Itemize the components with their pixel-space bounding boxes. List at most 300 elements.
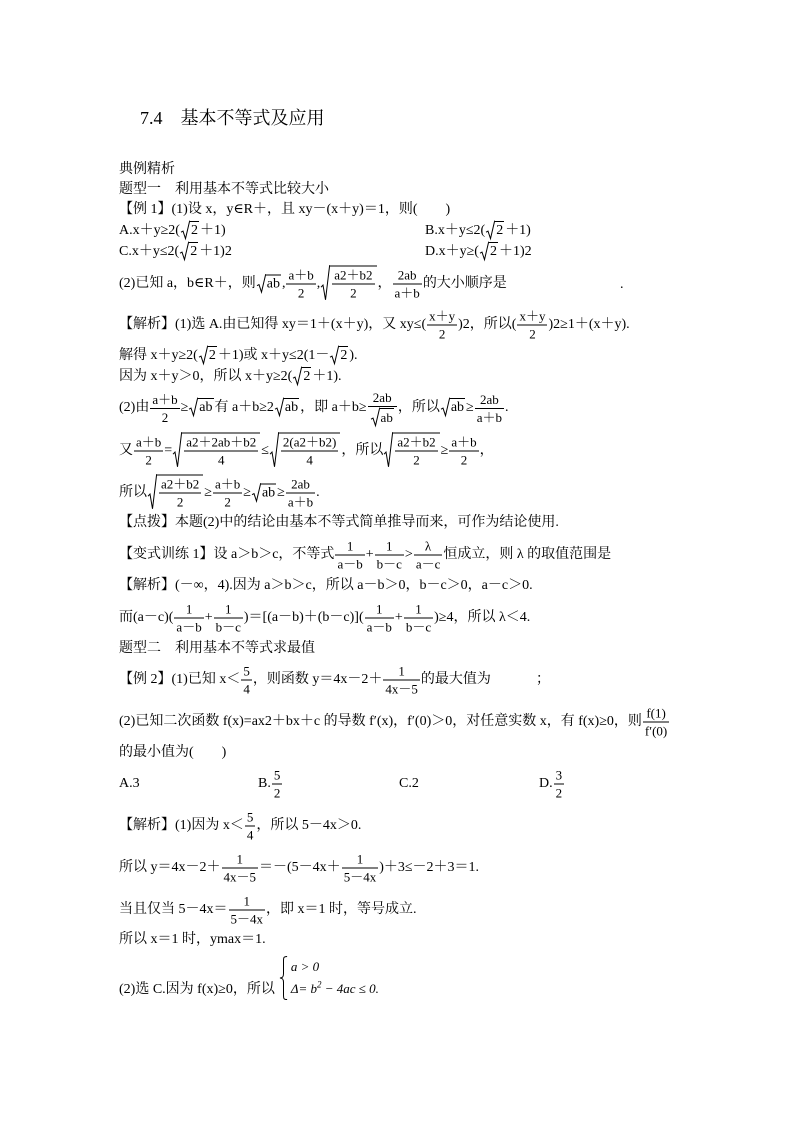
fraction-denominator [365,619,394,635]
text-run: + [204,610,213,626]
example1-question1 [119,200,450,220]
square-root [199,346,217,364]
fraction [159,477,201,510]
text-run: 【解析】(1)因为 x＜ [119,818,244,834]
text-run: 2ab [291,476,310,492]
fraction-numerator [427,309,457,326]
fraction-denominator [174,619,203,635]
text-run: a＋b [394,285,420,301]
example2-option-a [119,774,140,794]
fraction [475,392,504,425]
text-run: λ [424,538,432,554]
text-run: )2，所以( [458,317,517,333]
text-run: 7.4 基本不等式及应用 [140,108,325,128]
text-run: 4 [243,681,250,697]
text-run: 5－4x [343,869,377,885]
text-run: 2 [190,244,198,259]
text-run: ≥ [180,400,189,416]
radical-sign [384,433,393,468]
fraction [393,268,422,301]
text-run: 1 [236,851,243,867]
square-root [189,398,213,416]
square-root [371,408,394,426]
text-run: ＝－(5－4x＋ [259,860,341,876]
text-run: 2 [208,348,216,363]
fraction [395,435,437,468]
answer-blank-end: . [620,277,624,292]
radical-sign [486,221,495,239]
radicand [339,346,348,364]
fraction-denominator [475,409,504,425]
square-root [480,242,498,260]
text-run: A.x＋y≥2( [119,223,180,238]
text-run: ＋1) [505,223,531,238]
text-run: 2ab [479,391,499,407]
text-run: 有 a＋b≥2 [214,400,274,416]
variant1-question [119,539,611,572]
text-run: (2)由 [119,400,150,416]
text-run: 2 [303,369,311,384]
text-run: 当且仅当 5－4x＝ [119,902,228,918]
text-run: a2＋2ab＋b2 [186,434,257,450]
text-run: ，所以 [397,400,440,416]
text-run: b－c [405,619,432,635]
text-run: (2)已知 a，b∈R＋，则 [119,276,256,292]
fraction [245,810,256,843]
text-run: a＋b [476,409,503,425]
fraction [214,602,243,635]
radical-sign [321,266,330,301]
solution1-line4 [119,390,509,426]
fraction-denominator [517,326,547,342]
text-run: 2ab [397,267,417,283]
text-run: f′(0) [644,723,668,739]
fraction [383,664,420,697]
solution2-line1 [119,810,361,843]
fraction-denominator [150,409,179,425]
text-run: ab [266,276,280,292]
text-run: 恒成立，则 λ 的取值范围是 [443,547,612,563]
fraction-numerator [383,664,420,681]
radical-sign [181,221,190,239]
text-run: 5 [243,663,250,679]
text-run: 2 [224,494,231,510]
text-run: ， [377,276,392,292]
text-run: 而(a－c)( [119,610,174,626]
fraction [281,435,338,468]
text-run: 1 [376,601,383,617]
square-root [181,221,199,239]
text-run: ab [261,485,276,501]
text-run: 1 [415,601,422,617]
example2-question2-line2 [119,743,226,763]
fraction-numerator [414,539,443,556]
text-run: ab [380,410,393,425]
fraction-denominator [427,326,457,342]
radicand [266,274,281,292]
example1-option-b [425,221,531,241]
text-run: 1 [225,601,232,617]
fraction-numerator [404,602,433,619]
fraction-numerator [222,852,259,869]
text-run: 解得 x＋y≥2( [119,348,198,363]
section-title [140,106,325,130]
square-root [384,433,439,468]
fraction [286,268,315,301]
text-run: a＋b [287,494,314,510]
example2-question1 [119,664,491,697]
fraction-denominator [342,869,379,885]
text-run: Δ= b [290,981,317,996]
text-run: 1 [356,851,364,867]
fraction-numerator [517,309,547,326]
text-run: 2ab [372,390,392,405]
fraction-denominator [214,619,243,635]
square-root [148,475,203,510]
radicand [198,398,213,416]
text-run: ab [199,400,213,416]
fraction-denominator [272,785,283,801]
radicand [284,398,299,416]
text-run: , [316,276,321,292]
fraction-numerator [475,392,504,409]
fraction-numerator [272,768,283,785]
fraction-numerator [213,477,242,494]
fraction-denominator [643,723,669,739]
text-run: C.x＋y≤2( [119,244,180,259]
variant1-solution-line1 [119,576,533,596]
square-root [180,242,198,260]
radical-sign [189,398,198,416]
fraction [404,602,433,635]
text-run: A.3 [119,776,140,791]
fraction-numerator [368,390,397,407]
text-run: 2 [161,409,169,425]
fraction-numerator [174,602,203,619]
text-run: 2 [496,223,504,238]
text-run: ab [450,400,465,416]
text-run: )2≥1＋(x＋y). [548,317,630,333]
fraction-denominator [213,494,242,510]
text-run: x＋y [519,308,546,324]
fraction-denominator [383,681,420,697]
fraction-denominator [229,911,266,927]
fraction-denominator [134,452,163,468]
radical-sign [275,398,284,416]
fraction-numerator [395,435,437,452]
radical-sign [371,408,380,426]
fraction-numerator [554,768,565,785]
fraction-denominator [332,285,374,301]
text-run: )＝[(a－b)＋(b－c)]( [243,610,364,626]
fraction-numerator [229,894,266,911]
text-run: )≥4，所以 λ＜4. [434,610,531,626]
text-run: 1 [346,538,354,554]
text-run: − 4ac ≤ 0. [321,981,379,996]
radicand [380,408,394,426]
text-run: ≥ [204,485,212,501]
text-run: B.x＋y≤2( [425,223,486,238]
text-run: ，即 a＋b≥ [300,400,367,416]
fraction-numerator [159,477,201,494]
fraction-denominator [404,619,433,635]
text-run: a > 0 [290,959,320,974]
text-run: 4 [217,452,225,468]
fraction-numerator [342,852,379,869]
text-run: ≥ [277,485,285,501]
square-root [486,221,504,239]
text-run: ＋1)2 [498,244,532,259]
square-root [173,433,260,468]
solution1-line2 [119,346,358,366]
text-run: 的最小值为( ) [119,745,227,760]
text-run: ，则函数 y＝4x－2＋ [252,672,383,688]
text-run: 【变式训练 1】设 a＞b＞c，不等式 [119,547,335,563]
fraction [286,477,315,510]
text-run: 2 [145,452,152,468]
radicand [189,242,198,260]
solution2-line3 [119,894,417,927]
text-run: a－b [176,619,202,635]
text-run: b－c [376,556,402,572]
solution1-line6 [119,475,320,510]
fraction [335,539,364,572]
text-run: ab [284,400,299,416]
radical-sign [173,433,182,468]
text-run: = [164,443,173,459]
fraction-numerator [281,435,338,452]
text-run: (2)已知二次函数 f(x)=ax2＋bx＋c 的导数 f′(x)，f′(0)＞0，对任意实数 x，有 f(x)≥0，则 [119,714,642,730]
text-run: 4x－5 [223,869,257,885]
fraction [643,706,669,739]
text-run: x＋y [429,308,456,324]
fraction [414,539,443,572]
text-run: ≥ [466,400,474,416]
text-run: ≤ [261,443,269,459]
radicand [157,475,203,510]
text-run: 1 [185,601,193,617]
fraction-denominator [395,452,437,468]
text-run: a2＋b2 [397,434,436,450]
fraction-numerator [365,602,394,619]
square-root [275,398,299,416]
text-run: 又 [119,443,133,459]
solution2-line5 [119,956,379,1000]
text-run: ＋1)或 x＋y≤2(1－ [217,348,330,363]
fraction-denominator [393,285,422,301]
fraction-denominator [245,827,256,843]
radicand [261,483,276,501]
text-run: ≥ [243,485,251,501]
fraction-denominator [449,452,478,468]
fraction-denominator [368,407,397,426]
text-run: a2＋b2 [334,267,373,283]
fraction [554,768,565,801]
text-run: 因为 x＋y＞0，所以 x＋y≥2( [119,369,293,384]
text-run: ，所以 5－4x＞0. [256,818,362,834]
radicand [489,242,498,260]
solution2-line4 [119,930,266,950]
fraction-denominator [222,869,259,885]
radical-sign [199,346,208,364]
text-run: 的最大值为 [420,672,491,688]
radicand [495,221,504,239]
text-run: ＋1) [199,223,226,238]
fraction-numerator [286,268,315,285]
fraction [342,852,379,885]
radicand [208,346,217,364]
solution1-line5 [119,433,494,468]
text-run: 2 [413,452,420,468]
text-run: + [365,547,374,563]
text-run: 1 [398,663,405,679]
solution2-line2 [119,852,479,885]
radical-sign [180,242,189,260]
text-run: + [394,610,403,626]
example2-option-b [258,768,283,801]
fraction [517,309,547,342]
fraction [375,539,404,572]
fraction-denominator [159,494,201,510]
text-run: f(1) [646,705,666,721]
text-run: a－b [337,556,363,572]
radical-sign [293,367,302,385]
example1-option-d [425,242,532,262]
text-run: ＋1)2 [199,244,232,259]
fraction [174,602,203,635]
example2-question2-line1 [119,706,670,739]
text-run: 典例精析 [119,162,175,177]
radical-sign [148,475,157,510]
fraction [213,477,242,510]
text-run: 所以 y＝4x－2＋ [119,860,221,876]
square-root [293,367,311,385]
fraction-numerator [393,268,422,285]
radical-sign [441,398,450,416]
text-run: a＋b [136,434,162,450]
fraction-numerator [332,268,374,285]
answer-blank-end: ； [536,672,550,687]
text-run: ≥ [440,443,449,459]
fraction-numerator [241,664,252,681]
text-run: ， [479,443,494,459]
text-run: 【解析】(1)选 A.由已知得 xy＝1＋(x＋y)，又 xy≤( [119,317,427,333]
text-run: 题型二 利用基本不等式求最值 [119,641,315,656]
fraction [150,392,179,425]
text-run: C.2 [399,776,419,791]
radicand [330,266,376,301]
example1-question2 [119,266,507,301]
text-run: 【解析】(－∞，4).因为 a＞b＞c，所以 a－b＞0，b－c＞0，a－c＞0. [119,578,533,593]
text-run: 题型一 利用基本不等式比较大小 [119,182,329,197]
example1-option-c [119,242,232,262]
radicand [279,433,340,468]
fraction [427,309,457,342]
text-run: 的大小顺序是 [422,276,507,292]
radicand [182,433,260,468]
fraction-denominator [375,556,404,572]
radicand [302,367,311,385]
square-root [257,274,281,292]
fraction-denominator [554,785,565,801]
example1-option-a [119,221,226,241]
fraction-denominator [241,681,252,697]
square-root [441,398,465,416]
fraction [368,390,397,426]
topic-heading-2 [119,639,315,659]
text-run: 所以 x＝1 时，ymax＝1. [119,932,266,947]
fraction-denominator [335,556,364,572]
fraction [134,435,163,468]
radical-sign [480,242,489,260]
fraction [222,852,259,885]
text-run: 2 [190,223,198,238]
text-run: 2 [529,326,536,342]
fraction-numerator [134,435,163,452]
radicand [393,433,439,468]
fraction-numerator [150,392,179,409]
text-run: 5－4x [230,911,264,927]
example2-option-d [539,768,565,801]
square-root [330,346,348,364]
fraction-numerator [375,539,404,556]
text-run: a－c [415,556,441,572]
text-run: . [505,400,509,416]
text-run: D.x＋y≥( [425,244,479,259]
fraction-denominator [281,452,338,468]
text-run: a2＋b2 [161,476,200,492]
text-run: 5 [273,767,281,783]
text-run: a＋b [152,391,178,407]
text-run: 4x－5 [385,681,418,697]
text-run: 5 [246,809,254,825]
text-run: 2 [273,785,281,801]
fraction-denominator [286,285,315,301]
solution1-line1 [119,309,630,342]
fraction [229,894,266,927]
text-run: a＋b [214,476,241,492]
fraction-denominator [414,556,443,572]
text-run: 2 [176,494,184,510]
fraction [241,664,252,697]
fraction-numerator [335,539,364,556]
fraction-denominator [184,452,258,468]
text-run: ＋1). [312,369,342,384]
text-run: 2 [460,452,468,468]
fraction-numerator [449,435,478,452]
text-run: 【例 1】(1)设 x，y∈R＋，且 xy－(x＋y)＝1，则( ) [119,202,451,217]
text-run: 【例 2】(1)已知 x＜ [119,672,241,688]
text-run: 2 [438,326,446,342]
text-run: ). [349,348,358,363]
section-heading [119,160,175,180]
text-run: > [404,547,413,563]
superscript: 2 [317,979,322,990]
fraction [184,435,258,468]
text-run: 2 [297,285,305,301]
example2-option-c [399,774,419,794]
square-root [321,266,376,301]
fraction [272,768,283,801]
text-run: 3 [555,767,563,783]
radicand [190,221,199,239]
radical-sign [330,346,339,364]
tip-note [119,513,559,533]
text-run: (2)选 C.因为 f(x)≥0，所以 [119,982,275,997]
text-run: . [316,485,320,501]
solution1-line3 [119,367,342,387]
fraction-numerator [214,602,243,619]
